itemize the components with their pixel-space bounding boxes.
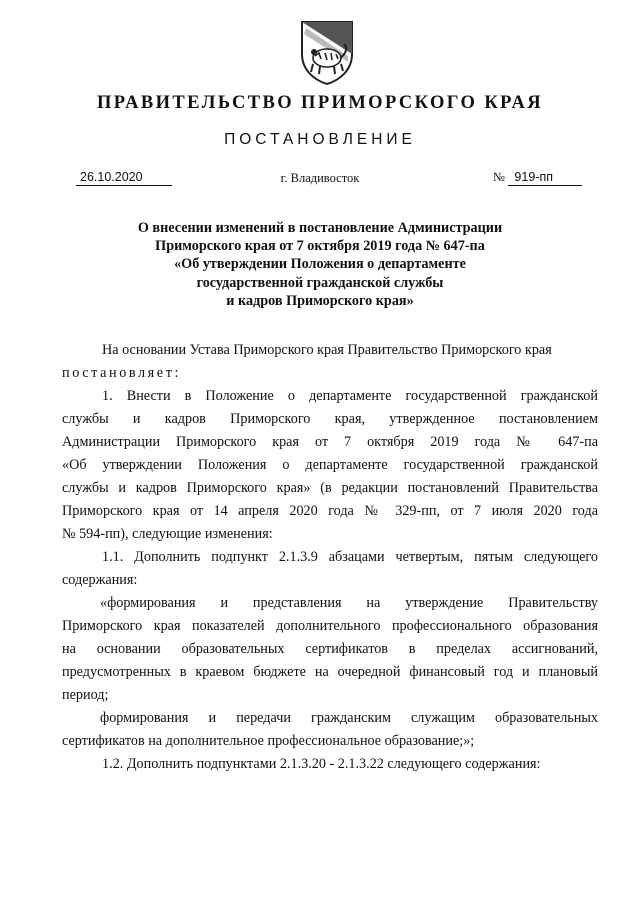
subject-line: «Об утверждении Положения о департаменте [174,256,466,273]
body-line: 1.2. Дополнить подпунктами 2.1.3.20 - 2.1.3.22 следующего содержания: [102,756,541,772]
body-line: Приморского края от 14 апреля 2020 года № 329-пп, от 7 июля 2020 года [62,503,598,519]
subject-line: О внесении изменений в постановление Администрации [137,220,503,236]
body-line: Приморского края показателей дополнительного профессионального образования [62,618,598,634]
body-line: «формирования и представления на утверждение Правительству [100,595,598,611]
body-line: Администрации Приморского края от 7 октября 2019 года № 647-па [62,434,598,450]
body-line: содержания: [62,572,138,588]
body-line: формирования и передачи гражданским служащим образовательных [100,710,598,726]
body-line: сертификатов на дополнительное профессиональное образование;»; [62,733,475,749]
body-line: службы и кадров Приморского края, утвержденное постановлением [62,411,598,427]
body-line: предусмотренных в краевом бюджете на очередной финансовый год и плановый [62,664,598,680]
body-line: 1. Внести в Положение о департаменте государственной гражданской [102,388,598,404]
document-body [62,339,598,776]
number-value: 919-пп [508,170,582,186]
subject-line: Приморского края от 7 октября 2019 года № 647-па [155,238,485,255]
body-line: службы и кадров Приморского края» (в редакции постановлений Правительства [62,480,598,496]
document-city: г. Владивосток [280,171,360,185]
body-line: На основании Устава Приморского края Правительство Приморского края [102,342,552,358]
body-line: на основании образовательных сертификатов в пределах ассигнований, [62,641,598,657]
number-sign: № [493,170,505,184]
document-type: ПОСТАНОВЛЕНИЕ [224,131,416,148]
document-number [493,170,585,186]
document-date: 26.10.2020 [76,170,172,186]
body-line: период; [62,687,109,703]
document-subject [60,219,580,310]
coat-of-arms-icon [296,18,358,86]
government-title: ПРАВИТЕЛЬСТВО ПРИМОРСКОГО КРАЯ [96,93,543,113]
body-line: «Об утверждении Положения о департаменте государственной гражданской [62,457,598,473]
body-line: 1.1. Дополнить подпункт 2.1.3.9 абзацами четвертым, пятым следующего [102,549,598,565]
body-line: постановляет: [62,365,182,381]
body-line: № 594-пп), следующие изменения: [62,526,273,542]
subject-line: и кадров Приморского края» [226,292,414,309]
subject-line: государственной гражданской службы [196,274,444,291]
